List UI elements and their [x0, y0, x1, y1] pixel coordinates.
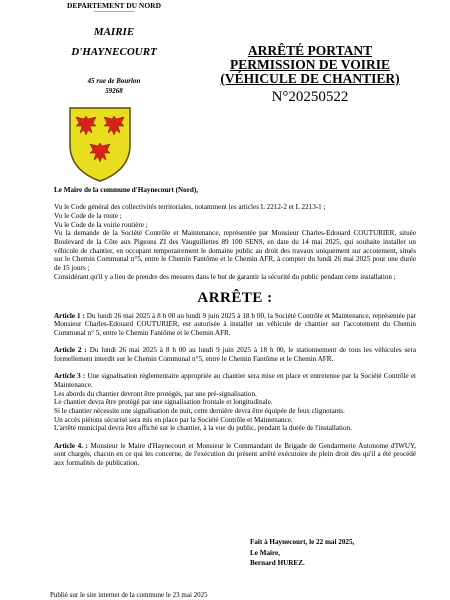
document-number: N°20250522 [271, 89, 349, 105]
coat-of-arms-icon [67, 105, 133, 183]
document-title-line2: PERMISSION DE VOIRIE [229, 57, 391, 72]
document-title-line1: ARRÊTÉ PORTANT [247, 43, 373, 58]
article-4-text: Monsieur le Maire d'Haynecourt et Monsieur le Commandant de Brigade de Gendarmerie Autonome d'IWUY, sont chargés, chacun en ce qui les concerne, de l'exécution du présent arrêté exécutoire de plein droit dès qu'il a été procédé aux formalités de publication. [54, 441, 416, 468]
publication-footer: Publié sur le site internet de la commune le 23 mai 2025 [50, 591, 208, 599]
article-3-line: Les abords du chantier devront être protégés, par une pré-signalisation. [54, 389, 257, 398]
article-1-label: Article 1 : [54, 311, 85, 320]
considerant-5: Considérant qu'il y a lieu de prendre des mesures dans le but de garantir la sécurité du public pendant cette installation ; [54, 272, 396, 281]
header-separator: -------------------- [94, 9, 134, 15]
document-body [54, 186, 416, 468]
article-3-line: L'arrêté municipal devra être affiché sur le chantier, à la vue du public, pendant la durée de l'installation. [54, 424, 352, 433]
article-3-line: Un accès piétons sécurisé sera mis en place par la Société Contrôle et Maintenance. [54, 415, 293, 424]
mayor-heading: Le Maire de la commune d'Haynecourt (Nord), [54, 186, 199, 194]
considerant-1: Vu le Code général des collectivités territoriales, notamment les articles L 2212-2 et L 2213-1 ; [54, 203, 326, 212]
address-street: 45 rue de Bourlon [87, 77, 141, 85]
article-3-line: Si le chantier nécessite une signalisation de nuit, cette dernière devra être équipée de feux clignotants. [54, 407, 345, 416]
document-title-line3: (VÉHICULE DE CHANTIER) [220, 71, 400, 86]
article-3-label: Article 3 : [54, 372, 86, 381]
article-3-text: Une signalisation réglementaire appropriée au chantier sera mise en place et entretenue par la Société Contrôle et Maintenance. [54, 372, 416, 389]
signature-block [250, 537, 430, 569]
article-4 [54, 442, 416, 468]
commune-name: D'HAYNECOURT [71, 46, 157, 58]
article-2-text: Du lundi 26 mai 2025 à 8 h 00 au lundi 9 juin 2025 à 18 h 00, le stationnement de tous les véhicules sera formellement interdit sur le Chemin Communal n°5, entre le Chemin Fantôme et le Chemin AFR. [54, 346, 417, 364]
signature-title: Le Maire, [250, 548, 281, 557]
article-3 [54, 372, 416, 389]
considerant-4: Vu la demande de la Société Contrôle et Maintenance, représentée par Monsieur Charles-Edouard COUTURIER, située Boulevard de la Côte aux Pigeons ZI des Vauguillettes 89 100 SENS, en date du 14 mai 2025, qui souhaite installer un véhicule de chantier, en occupant temporairement le domaine public au droit des travaux uniquement sur accotement, situés sur le Chemin Communal n°5, entre le Chemin Fantôme et le Chemin AFR, à compter du lundi 26 mai 2025 pour une durée de 15 jours ; [54, 229, 416, 273]
considerant-2: Vu le Code de la route ; [54, 211, 122, 220]
address-postcode: 59268 [105, 87, 123, 95]
considerant-3: Vu le Code de la voirie routière ; [54, 220, 148, 229]
arrete-heading: ARRÊTE : [197, 290, 273, 307]
article-2 [54, 346, 416, 363]
signature-place-date: Fait à Haynecourt, le 22 mai 2025, [250, 538, 355, 546]
article-2-label: Article 2 : [54, 346, 87, 355]
article-3-line: Le chantier devra être protégé par une signalisation frontale et longitudinale. [54, 398, 273, 407]
article-1 [54, 312, 416, 338]
department-name: DEPARTEMENT DU NORD [66, 1, 162, 10]
signature-name: Bernard HUREZ. [250, 559, 305, 567]
article-4-label: Article 4. : [54, 441, 88, 450]
article-1-text: Du lundi 26 mai 2025 à 8 h 00 au lundi 9 juin 2025 à 18 h 00, la Société Contrôle et Maintenance, représentée par Monsieur Charles-Edouard COUTURIER, est autorisée à installer un véhicule de chantier sur l'accotement du Chemin Communal n° 5, entre le Chemin Fantôme et le Chemin AFR. [54, 311, 417, 338]
mairie-label: MAIRIE [93, 26, 135, 38]
